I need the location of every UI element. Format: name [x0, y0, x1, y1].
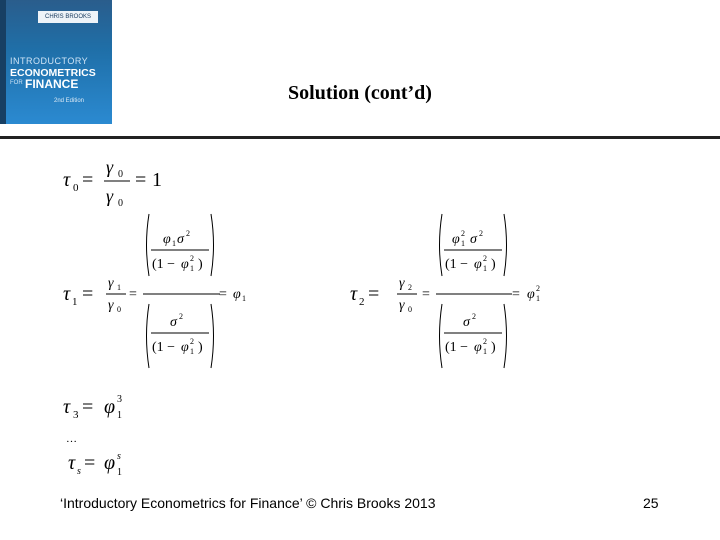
cover-line-3: FOR — [10, 80, 23, 86]
svg-text:φ: φ — [181, 340, 189, 355]
equation-tau2 — [350, 214, 540, 368]
svg-text:σ: σ — [177, 232, 184, 247]
svg-text:(1 −: (1 − — [445, 340, 469, 355]
svg-text:1: 1 — [483, 347, 487, 356]
svg-text:2: 2 — [190, 337, 194, 346]
svg-text:1: 1 — [536, 294, 540, 303]
svg-text:=: = — [368, 283, 380, 305]
svg-text:γ: γ — [399, 276, 405, 291]
svg-text:φ: φ — [452, 232, 460, 247]
svg-text:2: 2 — [179, 312, 183, 321]
svg-text:): ) — [491, 257, 496, 272]
svg-text:=: = — [135, 169, 147, 191]
svg-text:=: = — [84, 452, 96, 474]
svg-text:(1 −: (1 − — [152, 340, 176, 355]
svg-text:φ: φ — [527, 287, 535, 302]
cover-author: CHRIS BROOKS — [38, 11, 98, 23]
svg-text:1: 1 — [117, 410, 122, 421]
svg-text:2: 2 — [483, 337, 487, 346]
svg-text:2: 2 — [479, 229, 483, 238]
svg-text:2: 2 — [186, 229, 190, 238]
svg-text:): ) — [198, 257, 203, 272]
svg-text:1: 1 — [461, 239, 465, 248]
svg-text:0: 0 — [118, 198, 123, 209]
svg-text:γ: γ — [106, 157, 114, 177]
svg-text:=: = — [219, 287, 227, 302]
svg-text:0: 0 — [118, 169, 123, 180]
svg-text:σ: σ — [470, 232, 477, 247]
svg-text:=: = — [512, 287, 520, 302]
slide-title: Solution (cont’d) — [288, 82, 432, 104]
svg-text:φ: φ — [474, 257, 482, 272]
svg-text:2: 2 — [359, 296, 365, 308]
svg-text:γ: γ — [108, 298, 114, 313]
svg-text:2: 2 — [408, 283, 412, 292]
equation-tau3 — [63, 394, 122, 421]
page-number: 25 — [643, 495, 659, 511]
svg-text:τ: τ — [63, 169, 71, 191]
svg-text:1: 1 — [117, 283, 121, 292]
svg-text:2: 2 — [461, 229, 465, 238]
svg-text:γ: γ — [399, 298, 405, 313]
svg-text:1: 1 — [483, 264, 487, 273]
svg-text:(1 −: (1 − — [152, 257, 176, 272]
svg-text:s: s — [117, 451, 121, 462]
cover-line-2: ECONOMETRICS — [10, 67, 96, 79]
ellipsis: … — [66, 433, 77, 445]
svg-text:3: 3 — [117, 394, 122, 405]
svg-text:γ: γ — [106, 186, 114, 206]
svg-text:τ: τ — [63, 396, 71, 418]
svg-text:γ: γ — [108, 276, 114, 291]
svg-text:τ: τ — [63, 283, 71, 305]
svg-text:2: 2 — [483, 254, 487, 263]
svg-text:2: 2 — [190, 254, 194, 263]
svg-text:0: 0 — [117, 305, 121, 314]
svg-text:φ: φ — [474, 340, 482, 355]
svg-text:1: 1 — [190, 347, 194, 356]
svg-text:): ) — [491, 340, 496, 355]
svg-text:τ: τ — [350, 283, 358, 305]
svg-text:1: 1 — [117, 467, 122, 478]
svg-text:0: 0 — [408, 305, 412, 314]
svg-text:2: 2 — [536, 284, 540, 293]
svg-text:φ: φ — [233, 287, 241, 302]
svg-text:σ: σ — [170, 315, 177, 330]
svg-text:τ: τ — [68, 452, 76, 474]
equation-tau0 — [63, 157, 162, 209]
svg-text:1: 1 — [152, 169, 162, 191]
svg-text:): ) — [198, 340, 203, 355]
slide-footer: ‘Introductory Econometrics for Finance’ © Chris Brooks 2013 — [60, 495, 436, 511]
svg-text:=: = — [129, 287, 137, 302]
svg-text:1: 1 — [172, 239, 176, 248]
svg-text:s: s — [77, 466, 81, 477]
svg-text:1: 1 — [242, 294, 246, 303]
svg-text:φ: φ — [163, 232, 171, 247]
cover-line-4: FINANCE — [25, 77, 79, 91]
svg-text:3: 3 — [73, 409, 79, 421]
svg-text:φ: φ — [181, 257, 189, 272]
svg-text:=: = — [82, 396, 94, 418]
svg-text:(1 −: (1 − — [445, 257, 469, 272]
cover-edition: 2nd Edition — [54, 98, 85, 104]
svg-text:2: 2 — [472, 312, 476, 321]
svg-text:1: 1 — [190, 264, 194, 273]
equation-taus — [68, 451, 122, 478]
svg-text:=: = — [82, 169, 94, 191]
equation-tau1 — [63, 214, 246, 368]
svg-text:1: 1 — [72, 296, 78, 308]
svg-text:0: 0 — [73, 182, 79, 194]
svg-text:=: = — [82, 283, 94, 305]
svg-text:=: = — [422, 287, 430, 302]
cover-line-1: INTRODUCTORY — [10, 56, 89, 66]
svg-text:φ: φ — [104, 452, 116, 474]
svg-text:σ: σ — [463, 315, 470, 330]
svg-text:φ: φ — [104, 396, 116, 418]
